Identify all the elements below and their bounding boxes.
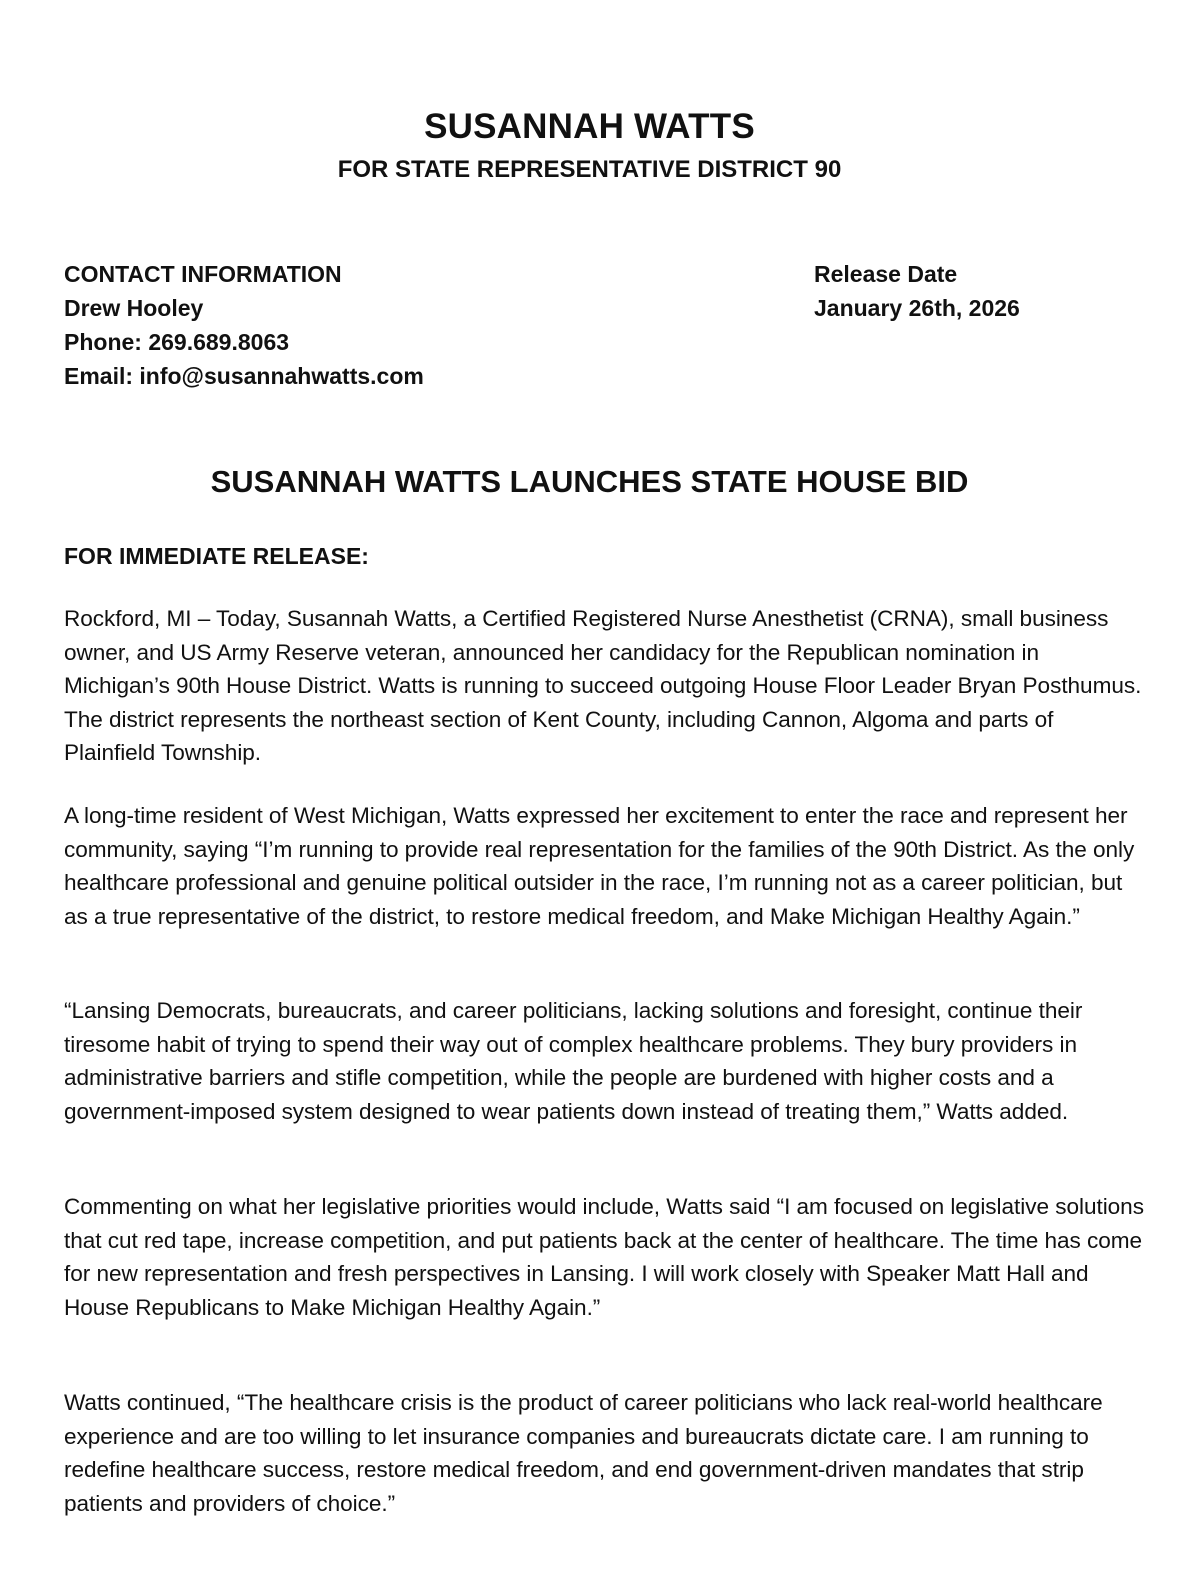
contact-email: Email: info@susannahwatts.com	[64, 363, 424, 389]
release-date: January 26th, 2026	[814, 295, 1020, 321]
immediate-release-label: FOR IMMEDIATE RELEASE:	[64, 543, 369, 569]
contact-phone: Phone: 269.689.8063	[64, 329, 290, 355]
candidate-name: SUSANNAH WATTS	[424, 107, 755, 146]
release-date-heading: Release Date	[814, 261, 958, 287]
press-headline: SUSANNAH WATTS LAUNCHES STATE HOUSE BID	[210, 464, 969, 499]
contact-person: Drew Hooley	[64, 295, 204, 321]
candidate-office: FOR STATE REPRESENTATIVE DISTRICT 90	[337, 156, 842, 183]
body-paragraph: Rockford, MI – Today, Susannah Watts, a Certified Registered Nurse Anesthetist (CRNA), small business owner, and US Army Reserve veteran, announced her candidacy for the Republican nomination in Michigan’s 90th House District. Watts is running to succeed outgoing House Floor Leader Bryan Posthumus. The district represents the northeast section of Kent County, including Cannon, Algoma and parts of Plainfield Township.	[64, 606, 1142, 766]
contact-information	[64, 257, 424, 393]
contact-heading: CONTACT INFORMATION	[64, 261, 342, 287]
body-paragraph: Watts continued, “The healthcare crisis is the product of career politicians who lack real-world healthcare experience and are too willing to let insurance companies and bureaucrats dictate care. I am running to redefine healthcare success, restore medical freedom, and end government-driven mandates that strip patients and providers of choice.”	[64, 1390, 1103, 1516]
release-date-block	[814, 257, 1020, 325]
body-paragraph: Commenting on what her legislative priorities would include, Watts said “I am focused on legislative solutions that cut red tape, increase competition, and put patients back at the center of healthcare. The time has come for new representation and fresh perspectives in Lansing. I will work closely with Speaker Matt Hall and House Republicans to Make Michigan Healthy Again.”	[64, 1194, 1144, 1320]
body-paragraph: A long-time resident of West Michigan, Watts expressed her excitement to enter the race and represent her community, saying “I’m running to provide real representation for the families of the 90th District. As the only healthcare professional and genuine political outsider in the race, I’m running not as a career politician, but as a true representative of the district, to restore medical freedom, and Make Michigan Healthy Again.”	[64, 803, 1135, 929]
body-paragraph: “Lansing Democrats, bureaucrats, and career politicians, lacking solutions and foresight, continue their tiresome habit of trying to spend their way out of complex healthcare problems. They bury providers in administrative barriers and stifle competition, while the people are burdened with higher costs and a government-imposed system designed to wear patients down instead of treating them,” Watts added.	[64, 998, 1083, 1124]
